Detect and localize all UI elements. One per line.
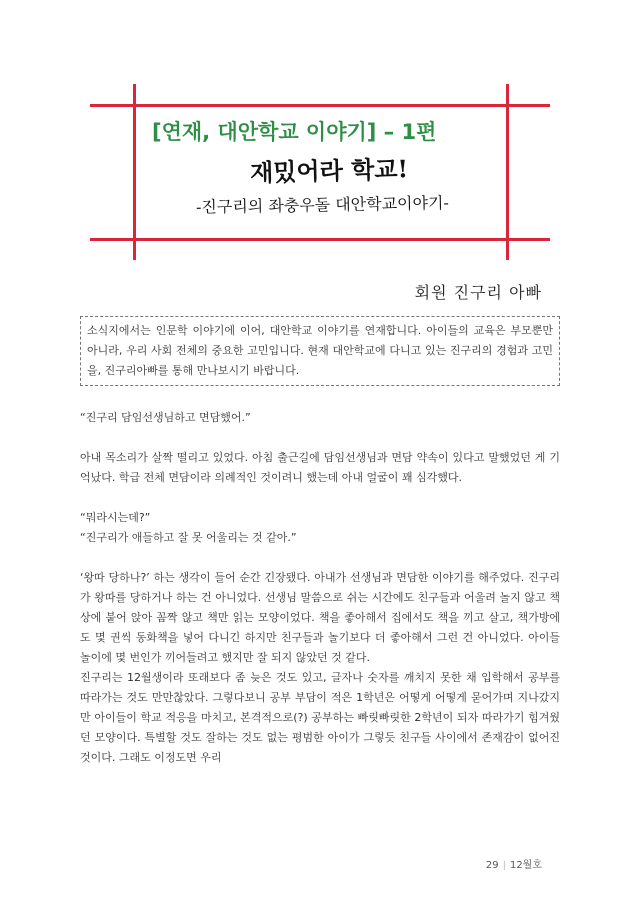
title-frame-left-line — [133, 84, 136, 260]
title-frame-right-line — [506, 84, 509, 260]
intro-box: 소식지에서는 인문학 이야기에 이어, 대안학교 이야기를 연재합니다. 아이들의 교육은 부모뿐만 아니라, 우리 사회 전체의 중요한 고민입니다. 현재 대안학교에 다니고 있는 진구리의 경험과 고민을, 진구리아빠를 통해 만나보시기 바랍니다. — [80, 316, 560, 386]
article-title: 재밌어라 학교! — [249, 154, 409, 188]
page-footer — [486, 856, 542, 871]
title-frame-top-line — [90, 104, 550, 107]
issue-label: 12월호 — [509, 860, 542, 871]
body-paragraph: “진구리가 애들하고 잘 못 어울리는 것 같아.” — [80, 531, 297, 544]
author-byline: 회원 진구리 아빠 — [414, 283, 542, 302]
body-paragraph: 아내 목소리가 살짝 떨리고 있었다. 아침 출근길에 담임선생님과 면담 약속이 있다고 말했었던 게 기억났다. 학급 전체 면담이라 의례적인 것이려니 했는데 아내 얼굴이 꽤 심각했다. — [80, 451, 560, 484]
body-paragraph: “뭐라시는데?” — [80, 511, 151, 524]
series-heading: [연재, 대안학교 이야기] – 1편 — [152, 120, 437, 144]
body-paragraph: “진구리 담임선생님하고 면담했어.” — [80, 411, 251, 424]
article-body — [80, 408, 560, 768]
body-paragraph: ‘왕따 당하나?’ 하는 생각이 들어 순간 긴장됐다. 아내가 선생님과 면담한 이야기를 해주었다. 진구리가 왕따를 당하거나 하는 건 아니었다. 선생님 말씀으로 쉬는 시간에도 친구들과 어울려 놀지 않고 책상에 붙어 앉아 꼼짝 않고 책만 읽는 모양이었다. 책을 좋아해서 집에서도 책을 끼고 살고, 책가방에도 몇 권씩 동화책을 넣어 다니긴 하지만 친구들과 놀기보다 더 좋아해서 그런 건 아니었다. 아이들 놀이에 몇 번인가 끼어들려고 했지만 잘 되지 않았던 것 같다. — [80, 571, 560, 664]
title-frame-bottom-line — [90, 238, 550, 241]
article-subtitle: -진구리의 좌충우돌 대안학교이야기- — [195, 193, 449, 217]
body-paragraph: 진구리는 12월생이라 또래보다 좀 늦은 것도 있고, 글자나 숫자를 깨치지 못한 채 입학해서 공부를 따라가는 것도 만만찮았다. 그렇다보니 공부 부담이 적은 1학년은 어떻게 어떻게 묻어가며 지나갔지만 아이들이 학교 적응을 마치고, 본격적으로(?) 공부하는 빠릿빠릿한 2학년이 되자 따라가기 힘겨웠던 모양이다. 특별할 것도 잘하는 것도 없는 평범한 아이가 그렇듯 친구들 사이에서 존재감이 없어진 것이다. 그래도 이정도면 우리 — [80, 671, 560, 764]
footer-separator: | — [502, 860, 506, 871]
page-number: 29 — [485, 860, 499, 871]
